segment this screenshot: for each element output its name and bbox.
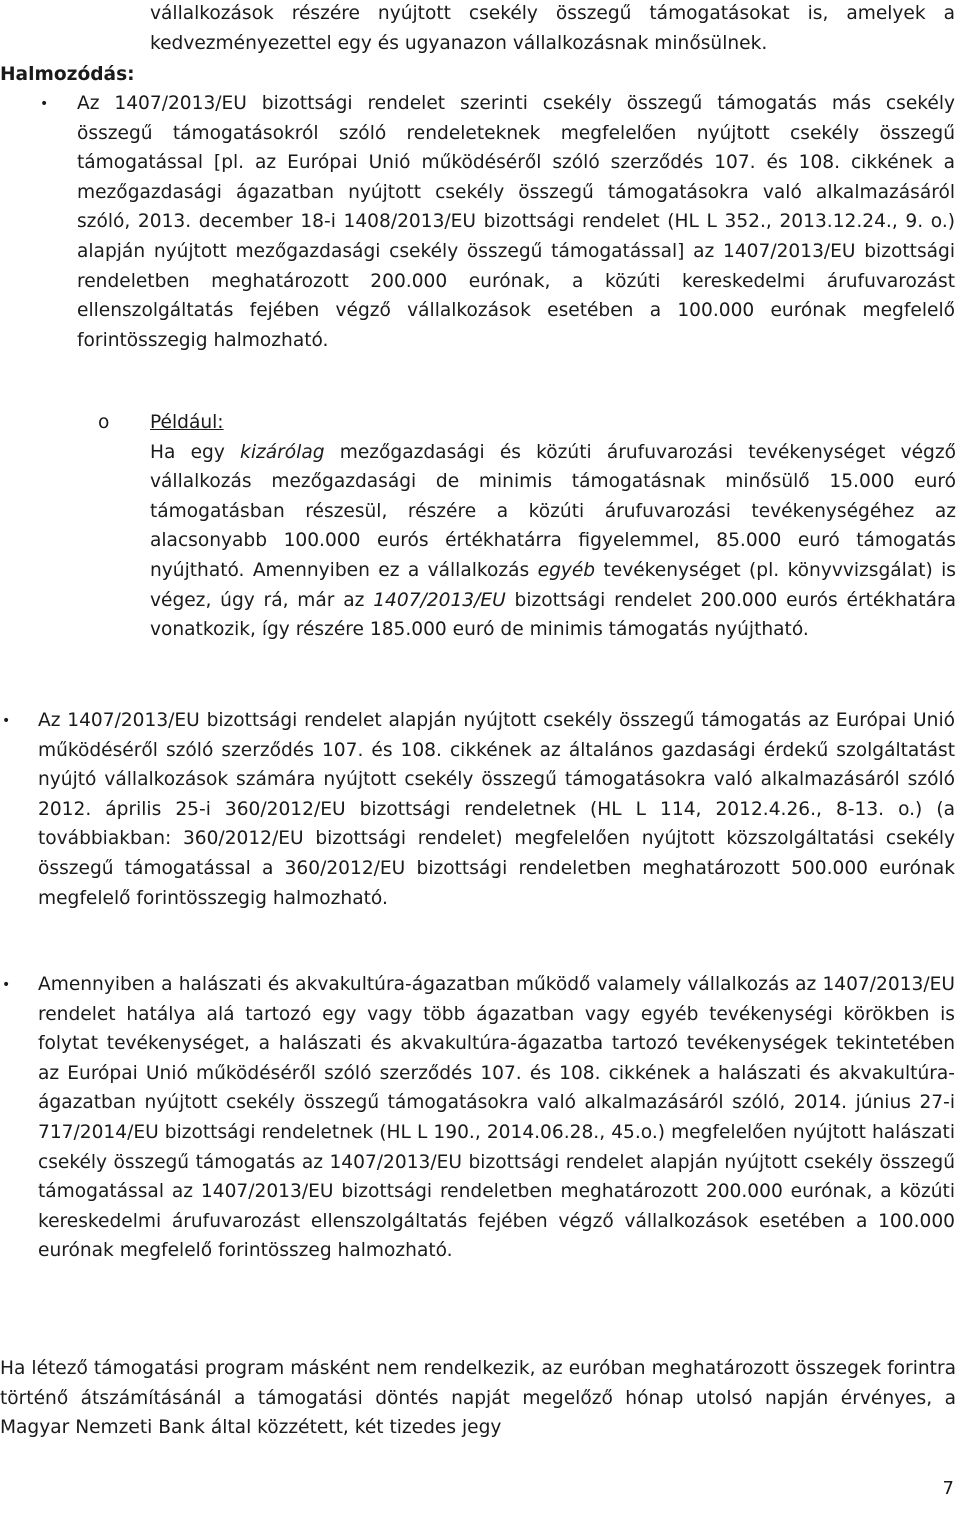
example-block	[150, 408, 956, 645]
closing-paragraph: Ha létező támogatási program másként nem rendelkezik, az euróban meghatározott összegek forintra történő átszámításánál a támogatási döntés napját megelőző hónap utolsó napján érvényes, a Magyar Nemzeti Bank által közzétett, két tizedes jegy	[0, 1358, 956, 1439]
emphasis-kizarolag: kizárólag	[240, 441, 325, 463]
continuation-paragraph: vállalkozások részére nyújtott csekély összegű támogatásokat is, amelyek a kedvezményezettel egy és ugyanazon vállalkozásnak minősülnek.	[150, 3, 955, 54]
example-text: Ha egy kizárólag mezőgazdasági és közúti árufuvarozási tevékenységet végző vállalkozás mezőgazdasági de minimis támogatásnak minősülő 15.000 euró támogatásban részesül, részére a közúti árufuvarozási tevékenységéhez az alacsonyabb 100.000 eurós értékhatárra figyelemmel, 85.000 euró támogatás nyújtható. Amennyiben ez a vállalkozás egyéb tevékenységet (pl. könyvvizsgálat) is végez, úgy rá, már az 1407/2013/EU bizottsági rendelet 200.000 eurós értékhatára vonatkozik, így részére 185.000 euró de minimis támogatás nyújtható.	[150, 441, 956, 641]
bullet-icon: •	[2, 977, 11, 993]
page-number: 7	[942, 1478, 954, 1499]
bullet-icon: •	[40, 96, 49, 112]
bullet-paragraph-2: Az 1407/2013/EU bizottsági rendelet alapján nyújtott csekély összegű támogatás az Európai Unió működéséről szóló szerződés 107. és 108. cikkének az általános gazdasági érdekű szolgáltatást nyújtó vállalkozások számára nyújtott csekély összegű támogatásokra való alkalmazásáról szóló 2012. április 25-i 360/2012/EU bizottsági rendeletnek (HL L 114, 2012.4.26., 8-13. o.) (a továbbiakban: 360/2012/EU bizottsági rendelet) megfelelően nyújtott közszolgáltatási csekély összegű támogatással a 360/2012/EU bizottsági rendeletben meghatározott 500.000 eurónak megfelelő forintösszegig halmozható.	[38, 710, 955, 909]
example-label: Például:	[150, 412, 224, 433]
bullet-paragraph-3: Amennyiben a halászati és akvakultúra-ágazatban működő valamely vállalkozás az 1407/2013/EU rendelet hatálya alá tartozó egy vagy több ágazatban vagy egyéb tevékenységi körökben is folytat tevékenységet, a halászati és akvakultúra-ágazatba tartozó tevékenységek tekintetében az Európai Unió működéséről szóló szerződés 107. és 108. cikkének a halászati és akvakultúra- ágazatban nyújtott csekély összegű támogatásokra való alkalmazásáról szóló, 2014. június 27-i 717/2014/EU bizottsági rendeletnek (HL L 190., 2014.06.28., 45.o.) megfelelően nyújtott halászati csekély összegű támogatás az 1407/2013/EU bizottsági rendelet alapján nyújtott csekély összegű támogatással az 1407/2013/EU bizottsági rendeletben meghatározott 200.000 eurónak, a közúti kereskedelmi árufuvarozást ellenszolgáltatás fejében végző vállalkozások esetében a 100.000 eurónak megfelelő forintösszeg halmozható.	[38, 974, 955, 1262]
section-heading-halmozodas: Halmozódás:	[0, 64, 135, 85]
emphasis-egyeb: egyéb	[537, 559, 596, 581]
bullet-paragraph-1: Az 1407/2013/EU bizottsági rendelet szerinti csekély összegű támogatás más csekély összegű támogatásokról szóló rendeleteknek megfelelően nyújtott csekély összegű támogatással [pl. az Európai Unió működéséről szóló szerződés 107. és 108. cikkének a mezőgazdasági ágazatban nyújtott csekély összegű támogatásokra való alkalmazásáról szóló, 2013. december 18-i 1408/2013/EU bizottsági rendelet (HL L 352., 2013.12.24., 9. o.) alapján nyújtott mezőgazdasági csekély összegű támogatással] az 1407/2013/EU bizottsági rendeletben meghatározott 200.000 eurónak, a közúti kereskedelmi árufuvarozást ellenszolgáltatás fejében végző vállalkozások esetében a 100.000 eurónak megfelelő forintösszegig halmozható.	[77, 93, 955, 351]
sub-bullet-marker: o	[98, 412, 110, 433]
bullet-icon: •	[2, 713, 11, 729]
emphasis-regulation: 1407/2013/EU	[373, 589, 506, 611]
